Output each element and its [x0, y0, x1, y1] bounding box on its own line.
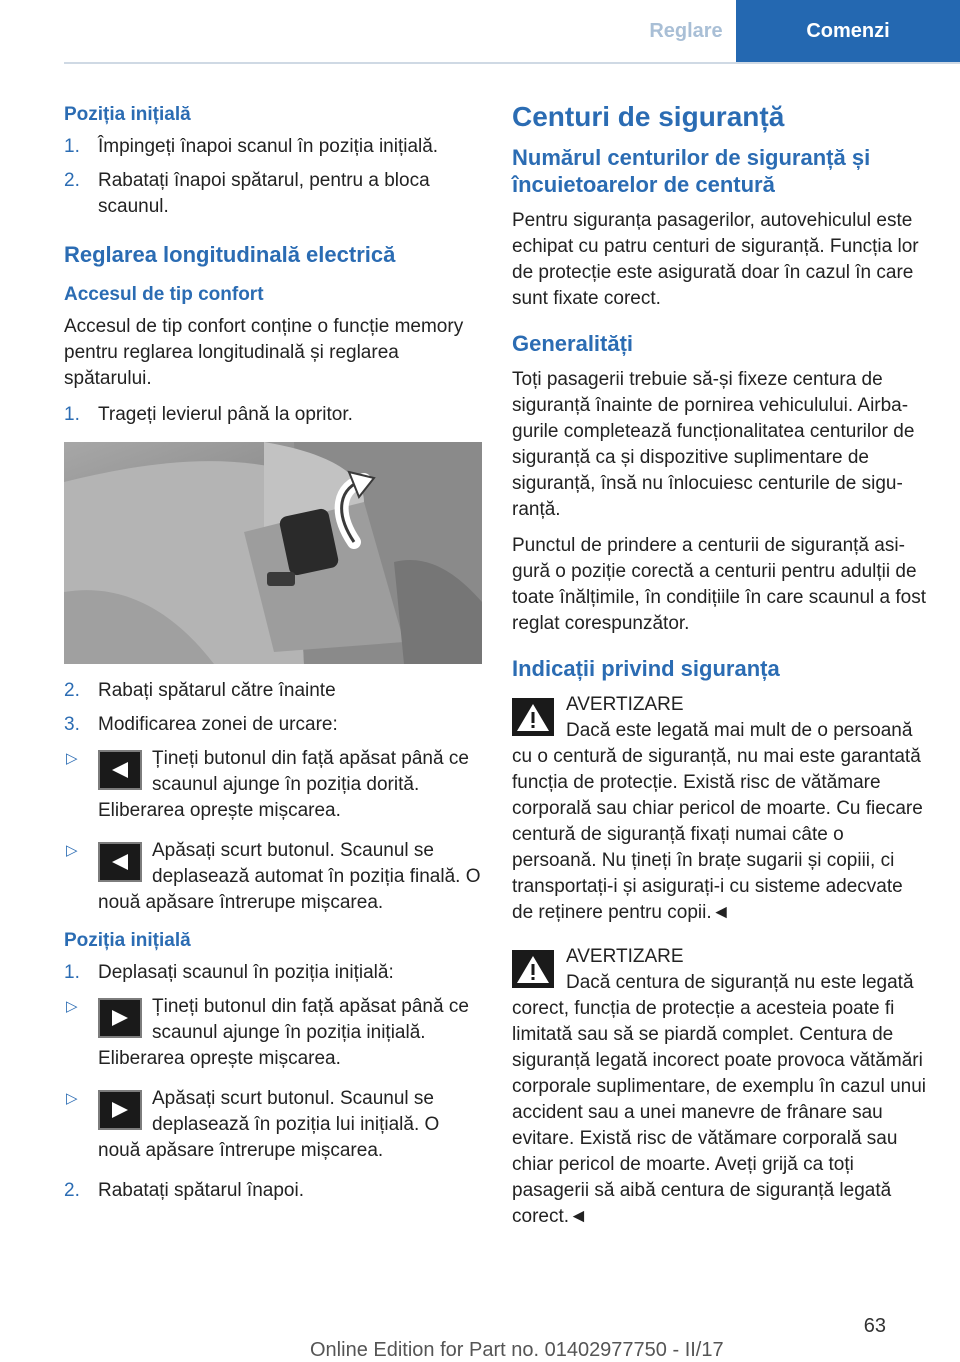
warning-title: AVERTIZARE: [566, 946, 684, 967]
step-number: 2.: [64, 680, 80, 701]
triangle-bullet-icon: ▷: [66, 998, 78, 1015]
warning-triangle-icon: [512, 698, 554, 736]
step-number: 2.: [64, 1180, 80, 1201]
triangle-bullet-icon: ▷: [66, 750, 78, 767]
list-item: [64, 712, 482, 738]
heading-comfort-access: Accesul de tip confort: [64, 284, 264, 305]
tab-reglare[interactable]: Reglare: [636, 0, 736, 62]
heading-electric-adjust: Reglarea longitudinală electrică: [64, 242, 396, 267]
list-item: [64, 678, 482, 704]
step-number: 1.: [64, 404, 80, 425]
step-text: Rabatați înapoi spătarul, pentru a bloca scaunul.: [98, 170, 430, 217]
bullet-text: Apăsați scurt butonul. Scaunul se deplasează în poziția lui inițială. O nouă apăsare întrerupe mișcarea.: [98, 1088, 440, 1161]
step-number: 1.: [64, 136, 80, 157]
right-arrow-button-icon: [98, 1090, 142, 1130]
right-column: [512, 100, 926, 1240]
step-text: Modificarea zonei de urcare:: [98, 714, 338, 735]
step-text: Trageți levierul până la opritor.: [98, 404, 353, 425]
list-item: [64, 134, 482, 160]
left-arrow-button-icon: [98, 842, 142, 882]
left-column: [64, 100, 482, 1212]
steps-list-1: [64, 134, 482, 220]
page-header: [636, 0, 960, 62]
steps-list-4: [64, 960, 482, 986]
warning-block-1: [512, 692, 926, 926]
header-rule: [64, 62, 960, 64]
heading-initial-position-2: Poziția inițială: [64, 930, 191, 951]
list-item: [64, 994, 482, 1072]
paragraph-comfort-access: Accesul de tip confort conține o funcție memory pentru reglarea longitudinală și reglarea spătarului.: [64, 316, 464, 389]
step-text: Împingeți înapoi scanul în poziția inițială.: [98, 136, 439, 157]
list-item: [64, 402, 482, 428]
tab-comenzi[interactable]: Comenzi: [736, 0, 960, 62]
warning-block-2: [512, 944, 926, 1230]
step-number: 3.: [64, 714, 80, 735]
step-text: Deplasați scaunul în poziția inițială:: [98, 962, 394, 983]
left-arrow-button-icon: [98, 750, 142, 790]
step-number: 1.: [64, 962, 80, 983]
edition-text: Online Edition for Part no. 01402977750 - II/17: [310, 1339, 724, 1361]
heading-general: Generalități: [512, 331, 634, 356]
steps-list-3: [64, 678, 482, 738]
warning-text: Dacă centura de siguranță nu este legată corect, funcția de protecție a acesteia poate fi limitată sau să se piardă complet. Centura de siguranță legată incorect poate provoca vătămări corporale suplimentare, de exemplu în cazul unui accident sau a unei manevre de frânare sau evitare. Există risc de vătămare corporală sau chiar pericol de moarte. Aveți grijă ca toți pasagerii să aibă centura de siguranță legată corect.◄: [512, 972, 927, 1227]
seat-lever-illustration: [64, 442, 482, 664]
page-number: 63: [863, 1315, 886, 1337]
paragraph-general-1: Toți pasagerii trebuie să-și fixeze centura de siguranță înainte de pornirea vehiculului. Airbagurile completează funcționalitatea centurilor de siguranță ca și dispozitive suplimentare de siguranță, însă nu înlocuiesc centurile de siguranță.: [512, 369, 915, 520]
warning-triangle-icon: [512, 950, 554, 988]
right-arrow-button-icon: [98, 998, 142, 1038]
warning-title: AVERTIZARE: [566, 694, 684, 715]
steps-list-2: [64, 402, 482, 428]
list-item: [64, 168, 482, 220]
section-title: Centuri de siguranță: [512, 101, 785, 132]
bullet-text: Țineți butonul din față apăsat până ce scaunul ajunge în poziția inițială. Eliberarea oprește mișcarea.: [98, 996, 469, 1069]
heading-safety: Indicații privind siguranța: [512, 656, 780, 681]
bullet-list-1: [64, 746, 482, 916]
triangle-bullet-icon: ▷: [66, 1090, 78, 1107]
list-item: [64, 746, 482, 824]
seat-lever-photo: [64, 442, 482, 664]
list-item: [64, 838, 482, 916]
list-item: [64, 960, 482, 986]
heading-initial-position: Poziția inițială: [64, 104, 191, 125]
heading-belt-count: Numărul centurilor de siguranță și încuietoarelor de centură: [512, 145, 871, 197]
paragraph-general-2: Punctul de prindere a centurii de siguranță asigură o poziție corectă a centurii pentru adulții de toate înălțimile, în condițiile în care scaunul a fost reglat corespunzător.: [512, 535, 927, 634]
step-number: 2.: [64, 170, 80, 191]
bullet-list-2: [64, 994, 482, 1164]
step-text: Rabatați spătarul înapoi.: [98, 1180, 304, 1201]
list-item: [64, 1086, 482, 1164]
triangle-bullet-icon: ▷: [66, 842, 78, 859]
list-item: [64, 1178, 482, 1204]
warning-text: Dacă este legată mai mult de o persoană cu o centură de siguranță, nu mai este garantată funcția de protecție. Există risc de vătămare corporală sau chiar pericol de moarte. Cu fiecare centură de siguranță fixați numai câte o persoană. Nu țineți în brațe sugarii și copiii, ci transportați-i și asigurați-i cu sisteme adecvate de reținere pentru copii.◄: [512, 720, 923, 923]
paragraph-belt-count: Pentru siguranța pasagerilor, autovehiculul este echipat cu patru centuri de siguranță. Funcția lor de protecție este asigurată doar în cazul în care sunt fixate corect.: [512, 210, 919, 309]
bullet-text: Țineți butonul din față apăsat până ce scaunul ajunge în poziția dorită. Eliberarea oprește mișcarea.: [98, 748, 469, 821]
step-text: Rabați spătarul către înainte: [98, 680, 336, 701]
bullet-text: Apăsați scurt butonul. Scaunul se deplasează automat în poziția finală. O nouă apăsare întrerupe mișcarea.: [98, 840, 481, 913]
steps-list-5: [64, 1178, 482, 1204]
